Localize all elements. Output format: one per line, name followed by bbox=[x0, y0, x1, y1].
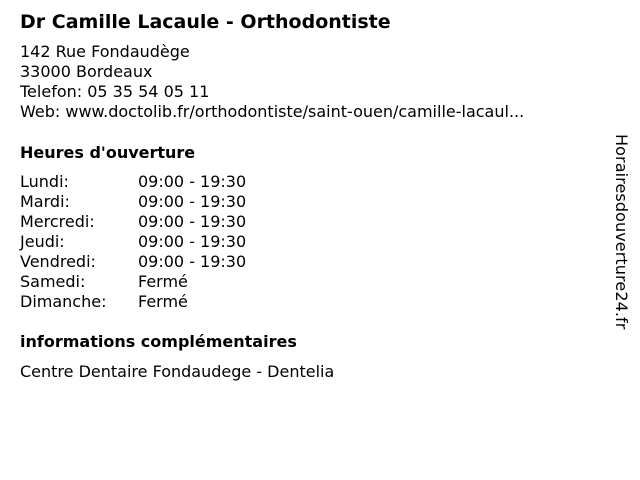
day-label: Jeudi: bbox=[20, 232, 65, 251]
day-label: Lundi: bbox=[20, 172, 69, 191]
hours-row bbox=[20, 172, 600, 192]
business-title: Dr Camille Lacaule - Orthodontiste bbox=[20, 11, 391, 33]
day-label: Mercredi: bbox=[20, 212, 95, 231]
additional-info-heading: informations complémentaires bbox=[20, 332, 297, 351]
hours-value: 09:00 - 19:30 bbox=[138, 252, 247, 271]
hours-value: Fermé bbox=[138, 272, 188, 291]
site-watermark-text: Horairesdouverture24.fr bbox=[612, 134, 631, 330]
hours-value: Fermé bbox=[138, 292, 188, 311]
site-watermark bbox=[612, 134, 632, 374]
address-city: 33000 Bordeaux bbox=[20, 62, 153, 81]
hours-row bbox=[20, 212, 600, 232]
phone-number: Telefon: 05 35 54 05 11 bbox=[20, 82, 210, 101]
day-label: Vendredi: bbox=[20, 252, 96, 271]
day-label: Mardi: bbox=[20, 192, 70, 211]
hours-value: 09:00 - 19:30 bbox=[138, 232, 247, 251]
opening-hours-heading: Heures d'ouverture bbox=[20, 143, 196, 162]
opening-hours-table bbox=[20, 172, 600, 312]
hours-value: 09:00 - 19:30 bbox=[138, 172, 247, 191]
hours-row bbox=[20, 292, 600, 312]
business-card bbox=[20, 8, 600, 382]
day-label: Dimanche: bbox=[20, 292, 107, 311]
website-link[interactable]: Web: www.doctolib.fr/orthodontiste/saint-ouen/camille-lacaul... bbox=[20, 102, 525, 121]
additional-info-text: Centre Dentaire Fondaudege - Dentelia bbox=[20, 362, 335, 381]
hours-row bbox=[20, 192, 600, 212]
hours-value: 09:00 - 19:30 bbox=[138, 192, 247, 211]
hours-row bbox=[20, 232, 600, 252]
hours-row bbox=[20, 272, 600, 292]
hours-value: 09:00 - 19:30 bbox=[138, 212, 247, 231]
address-street: 142 Rue Fondaudège bbox=[20, 42, 190, 61]
hours-row bbox=[20, 252, 600, 272]
day-label: Samedi: bbox=[20, 272, 86, 291]
